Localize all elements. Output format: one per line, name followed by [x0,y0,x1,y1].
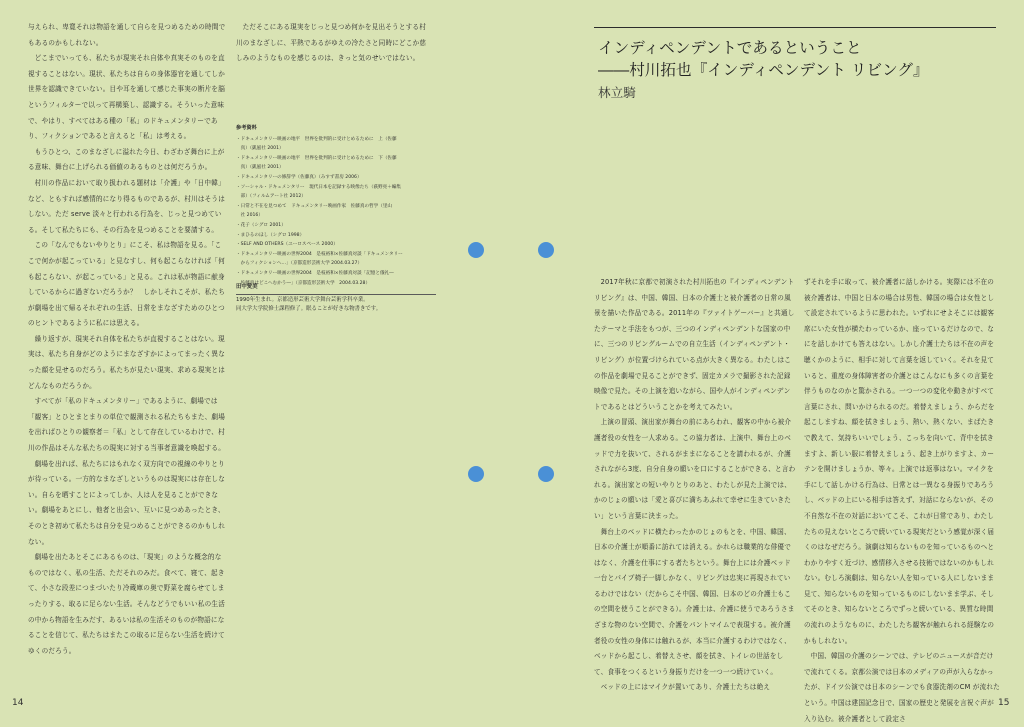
paragraph: 与えられ、卑寛それは物語を通して自らを見つめるための時間でもあるのかもしれない。 [28,23,226,47]
references-list [236,135,436,289]
page-left-col2 [236,20,432,67]
paragraph: 村川の作品において取り扱われる題材は「介護」や「日中韓」など、ともすれば感情的になり得るものであるが、村川はそうはしない。ただ serve 淡々と行われる行為を、じっと見つめている。そして私たちにも、その行為を見つめることを要請する。 [28,178,226,234]
reference-item: ・ドキュメンタリー映画の地平 世界を批判的に受けとめるために 下（佐藤 [236,155,397,161]
writer-bio-line: 同大学大学院修士課程修了。眠ることが好きな物書きです。 [236,306,382,313]
paragraph: ベッドの上にはマイクが置いてあり、介護士たちは絶え [600,683,771,692]
reference-item: ・ドキュメンタリーの修辞学（佐藤真）（みすず書房 2006） [236,174,362,180]
reference-item: ・日常と不在を見つめて ドキュメンタリー映画作家 佐藤真の哲学（里山 [236,203,393,209]
reference-item: ・SELF AND OTHERS（ユーロスペース 2000） [236,242,338,248]
article-title [598,37,998,81]
reference-item: 真）（凱風社 2001） [236,146,284,152]
writer-bio-line: 1990年生まれ。京都造形芸術大学舞台芸術学科卒業。 [236,296,369,303]
page-left-col1 [28,20,228,659]
paragraph: 繰り返すが、現実それ自体を私たちが直視することはない。現実は、私たち自身がどのようにまなざすかによってまったく異なった顔を見せるのだろう。私たちが見たい現実、求める現実とはどんなものだろうか。 [28,334,226,390]
article-author: 林立騎 [598,85,636,100]
writer-profile [236,283,436,315]
paragraph: 2017年秋に京都で初演された村川拓也の『インディペンデント リビング』は、中国、韓国、日本の介護士と被介護者の日常の風景を描いた作品である。2011年の『ツァイトゲーバー』と共通したテーマと手法をもつが、三つのインディペンデントな国家の中に、三つのリビングルームでの自立生活（インディペンデント・リビング）が位置づけられている点が大きく異なる。わたしはこの作品を劇場で見ることができず、固定カメラで撮影された記録映像で見た。その上演を追いながら、国や人がインディペンデントであるとはどういうことかを考えてみたい。 [594,278,795,411]
paragraph: 劇場を出たあとそこにあるものは、「現実」のような概念的なものではなく、私の生活、ただそれのみだ。食べて、寝て、起きて、小さな段差につまづいたり冷蔵庫の奥で野菜を腐らせてしまったりする、取るに足らない生活。そんなどうでもいい私の生活の中から物語を生みだす、あるいは私の生活そのものが物語になることを信じて、私たちはまたこの取るに足らない生活を続けてゆくのだろう。 [28,553,226,655]
binding-dot [468,242,484,258]
reference-item: 社 2016） [236,213,263,219]
paragraph: 舞台上のベッドに横たわったかのじょのもとを、中国、韓国、日本の介護士が順番に訪れては消える。かれらは職業的な俳優ではなく、介護を仕事にする者たちという。舞台上には介護ベッド一台とパイプ椅子一脚しかなく、リビングは忠実に再現されているわけではない（だからこそ中国、韓国、日本のどの介護士もこの空間を使うことができる）。介護士は、介護に使うであろうさまざまな物のない空間で、介護をパントマイムで表現する。被介護者役の女性の身体には触れるが、本当に介護するわけではなく、ベッドから起こし、着替えさせ、顔を拭き、トイレの世話をして、食事をつくるという身振りだけを一つ一つ続けていく。 [594,527,795,676]
binding-dot [538,242,554,258]
reference-item: ・花子（シグロ 2001） [236,222,286,228]
paragraph: どこまでいっても、私たちが現実それ自体や真実そのものを直視することはない。現状、私たちは自らの身体器官を通してしか世界を認識できていない。目や耳を通して感じた事実の断片を脳というフィルターで以って再構築し、認識する。そういった意味で、やはり、すべてはある種の「私」のドキュメンタリーであり、フィクションであると言えると「私」は考える。 [28,54,226,141]
page-right-col2 [804,275,1000,727]
references-heading: 参考資料 [236,125,257,131]
paragraph: 中国、韓国の介護のシーンでは、テレビのニュースが音だけで流れてくる。京都公演では日本のメディアの声が入らなかったが、ドイツ公演では日本のシーンでも食器洗剤のCM が流れたという。中国は建国記念日で、国家の歴史と発展を言祝ぐ声が入り込む。被介護者として設定さ [804,652,1000,723]
paragraph: 劇場を出れば、私たちにはもれなく双方向での視線のやりとりが待っている。一方的なまなざしというものは現実には存在しない。自らを晒すことによってしか、人は人を見ることができない。劇場をあとにし、他者と出会い、互いに見つめあったとき、そのとき初めて私たちは自分を見つめることができるのかもしれない。 [28,459,226,546]
reference-item: ・ドキュメンタリー映画の世界2004 是枝裕和×佐藤真対談「ドキュメンタリー [236,251,403,257]
references [236,124,436,299]
title-rule [594,27,996,28]
reference-item: ・まひるのほし（シグロ 1998） [236,232,305,238]
binding-dot [468,466,484,482]
reference-item: 真）（凱風社 2001） [236,165,284,171]
writer-name: 田中愛美 [236,284,258,290]
paragraph: すべてが「私のドキュメンタリー」であるように、劇場では「観客」とひとまとまりの単位で観測される私たちもまた、劇場を出ればひとりの観察者＝「私」として存在しているわけで、村川の作品はそんな私たちの現実に対する当事者意識を喚起する。 [28,397,226,453]
page-number-left: 14 [12,698,24,708]
paragraph: もうひとつ、このまなざしに溢れた今日、わざわざ舞台に上がる意味、舞台に上げられる価値のあるものとは何だろうか。 [28,147,225,172]
article-title-line: インディペンデントであるということ [598,39,862,57]
paragraph: ただそこにある現実をじっと見つめ何かを見出そうとする村川のまなざしに、平熱であるがゆえの冷たさと同時にどこか慈しみのようなものを感じるのは、きっと気のせいではない。 [236,23,427,63]
article-title-line: ――村川拓也『インディペンデント リビング』 [598,61,929,79]
reference-item: ・ドキュメンタリー映画の地平 世界を批判的に受けとめるために 上（佐藤 [236,136,397,142]
reference-item: からフィクションへ…」（京都造形芸術大学 2004.03.27） [236,261,363,267]
page-number-right: 15 [998,698,1010,708]
reference-item: 佐藤真はどこへむかう―」（京都造形芸術大学 2004.03.28） [236,280,371,286]
reference-item: ・ドキュメンタリー映画の世界2004 是枝裕和×佐藤真対談「記憶と儀礼― [236,270,394,276]
binding-dot [538,466,554,482]
page-right-col1 [594,275,796,696]
paragraph: ずそれを手に取って、被介護者に話しかける。実際には不在の被介護者は、中国と日本の場合は男性、韓国の場合は女性として設定されているように思われた。いずれにせよそこには観客席にいた女性が横たわっているか、座っているだけなので、なにを話しかけても答えはない。しかし介護士たちは不在の声を聴くかのように、相手に対して言葉を返していく。それを見ていると、重度の身体障害者の介護とはこんなにも多くの言葉を伴うものなのかと驚かされる。一つ一つの変化や動きがすべて言葉にされ、問いかけられるのだ。着替えましょう、からだを起こしますね、顔を拭きましょう、熱い、熱くない、まばたきで教えて、気持ちいいでしょう、こっちを向いて、背中を拭きますよ、新しい服に着替えましょう、起き上がりますよ、カーテンを開けましょうか、等々。上演では返事はない。マイクを手にして話しかける行為は、日常とは一異なる身振りであろうし、ベッドの上にいる相手は答えず、対話にならないが、その不自然な不在の対話においてこそ、これが日常であり、わたしたちの見えないところで続いている現実だという感覚が深く届くのはなぜだろう。演劇は知らないものを知っているものへとわかりやすく近づけ、感情移入させる技術ではないのかもしれない。むしろ演劇は、知らない人を知っている人にしないまま見て、知らないものを知っているものにしないまま学ぶ、そしてそのとき、知らないところでずっと続いている、異質な時間の流れのようなものに、わたしたち観客が触れられる経験なのかもしれない。 [804,278,995,645]
paragraph: 上演の冒頭、演出家が舞台の前にあらわれ、観客の中から被介護者役の女性を一人求める。この協力者は、上演中、舞台上のベッドで力を抜いて、されるがままになることを請われるが、介護されながら3度、自分自身の願いを口にすることができる、と言われる。演出家との短いやりとりのあと、わたしが見た上演では、かのじょの願いは「愛と喜びに満ちあふれて幸せに生きていきたい」という言葉に決まった。 [594,418,796,520]
paragraph: この「なんでもないやりとり」にこそ、私は物語を見る。「ここで何かが起こっている」と見なすし、何も起こらなければ「何も起こらない、が起こっている」と見る。これは私が物語に献身しているからに過ぎないだろうか？ しかしそれこそが、私たちが劇場を出て帰るそれぞれの生活、日常をまなざすためのひとつのヒントであるように私には思える。 [28,241,226,328]
reference-item: 部）（フィルムアート社 2012） [236,194,306,200]
reference-item: ・ソーシャル・ドキュメンタリー 現代日本を記録する映像たち（萩野亮＋編集 [236,184,402,190]
